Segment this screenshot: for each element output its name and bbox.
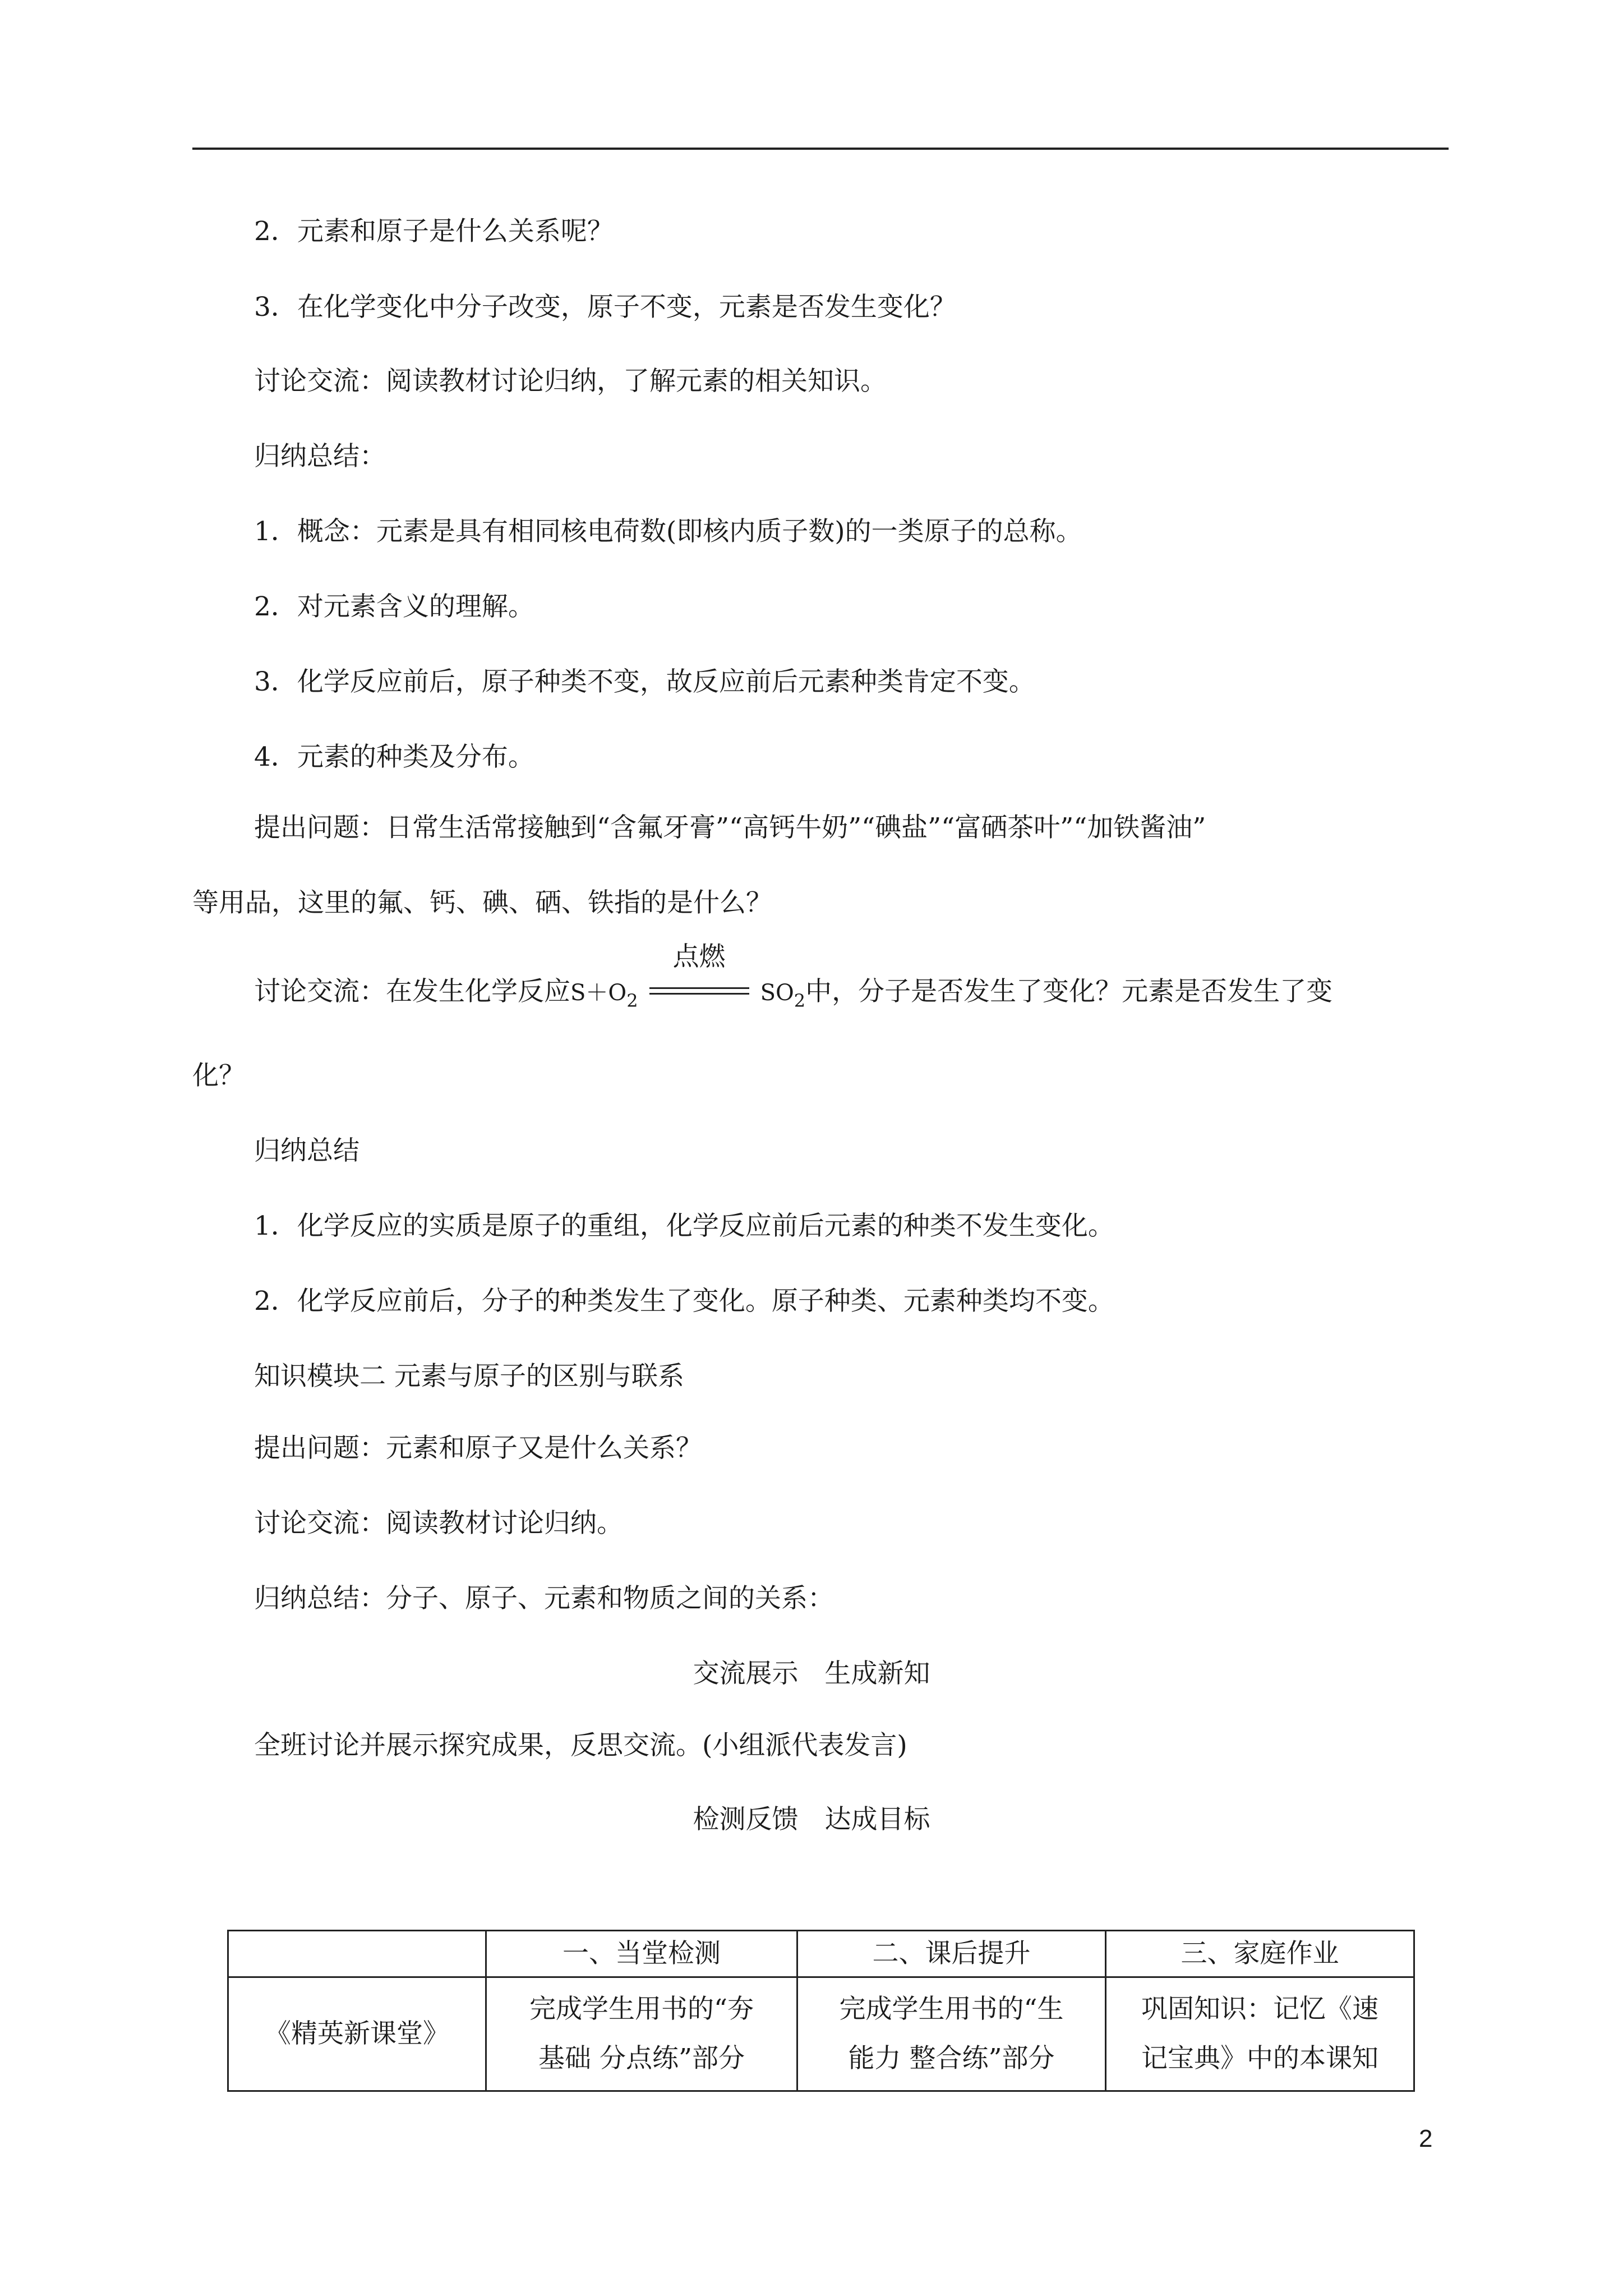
table-header-after-class: 二、课后提升 — [797, 1931, 1106, 1977]
cell-line: 完成学生用书的“生 — [839, 1994, 1064, 2024]
summary-heading-2: 归纳总结 — [254, 1135, 359, 1166]
cell-line: 记宝典》中的本课知 — [1141, 2043, 1378, 2074]
summary-item-3: 3．化学反应前后，原子种类不变，故反应前后元素种类肯定不变。 — [254, 666, 1035, 697]
summary-heading-1: 归纳总结： — [254, 441, 386, 472]
table-cell-in-class — [486, 1977, 797, 2091]
reaction-condition: 点燃 — [672, 941, 726, 972]
summary2-item-2: 2．化学反应前后，分子的种类发生了变化。原子种类、元素种类均不变。 — [254, 1286, 1114, 1317]
reaction-suffix: 中，分子是否发生了变化？元素是否发生了变 — [805, 976, 1333, 1007]
table-header-homework: 三、家庭作业 — [1106, 1931, 1414, 1977]
question-element-atom: 提出问题：元素和原子又是什么关系？ — [254, 1433, 702, 1464]
oxygen-subscript: 2 — [626, 990, 638, 1011]
summary-item-1: 1．概念：元素是具有相同核电荷数(即核内质子数)的一类原子的总称。 — [254, 516, 1082, 547]
product-subscript: 2 — [794, 990, 806, 1011]
table-header-in-class: 一、当堂检测 — [486, 1931, 797, 1977]
table-cell-homework — [1106, 1977, 1414, 2091]
product — [760, 980, 806, 1011]
question-3: 3．在化学变化中分子改变，原子不变，元素是否发生变化？ — [254, 292, 956, 323]
header-rule — [192, 148, 1449, 150]
cell-line: 能力 整合练”部分 — [848, 2043, 1055, 2074]
page-number: 2 — [1419, 2125, 1433, 2152]
reaction-line — [254, 941, 1333, 1011]
table-row-label: 《精英新课堂》 — [228, 1977, 486, 2091]
cell-line: 基础 分点练”部分 — [538, 2043, 745, 2074]
reactants — [570, 980, 638, 1011]
class-discussion: 全班讨论并展示探究成果，反思交流。(小组派代表发言) — [254, 1730, 907, 1761]
table-cell-after-class — [797, 1977, 1106, 2091]
equals-bar-bottom — [649, 993, 749, 995]
summary2-item-1: 1．化学反应的实质是原子的重组，化学反应前后元素的种类不发生变化。 — [254, 1211, 1114, 1241]
discussion-1: 讨论交流：阅读教材讨论归纳，了解元素的相关知识。 — [254, 366, 887, 397]
reaction-prefix: 讨论交流：在发生化学反应 — [254, 976, 570, 1007]
reactant-text: S＋O — [570, 980, 627, 1006]
question-2: 2．元素和原子是什么关系呢？ — [254, 216, 614, 247]
reaction-arrow — [646, 941, 753, 1009]
section-heading-exchange: 交流展示 生成新知 — [693, 1658, 930, 1689]
module-2-title: 知识模块二 元素与原子的区别与联系 — [254, 1361, 684, 1392]
table-header-row — [228, 1931, 1414, 1977]
discussion-2: 讨论交流：阅读教材讨论归纳。 — [254, 1508, 623, 1539]
cell-line: 完成学生用书的“夯 — [529, 1994, 754, 2024]
question-daily-life: 提出问题：日常生活常接触到“含氟牙膏”“高钙牛奶”“碘盐”“富硒茶叶”“加铁酱油” — [254, 812, 1206, 843]
equals-bar-top — [649, 987, 749, 989]
table-header-blank — [228, 1931, 486, 1977]
question-daily-life-cont: 等用品，这里的氟、钙、碘、硒、铁指的是什么？ — [192, 887, 772, 918]
table-row — [228, 1977, 1414, 2091]
summary-relationship: 归纳总结：分子、原子、元素和物质之间的关系： — [254, 1583, 834, 1614]
product-text: SO — [760, 980, 794, 1006]
reaction-line-wrap: 化？ — [192, 1060, 245, 1091]
summary-item-2: 2．对元素含义的理解。 — [254, 591, 534, 622]
summary-item-4: 4．元素的种类及分布。 — [254, 742, 534, 772]
section-heading-feedback: 检测反馈 达成目标 — [693, 1804, 930, 1835]
assignment-table — [227, 1930, 1415, 2092]
cell-line: 巩固知识：记忆《速 — [1141, 1994, 1378, 2024]
